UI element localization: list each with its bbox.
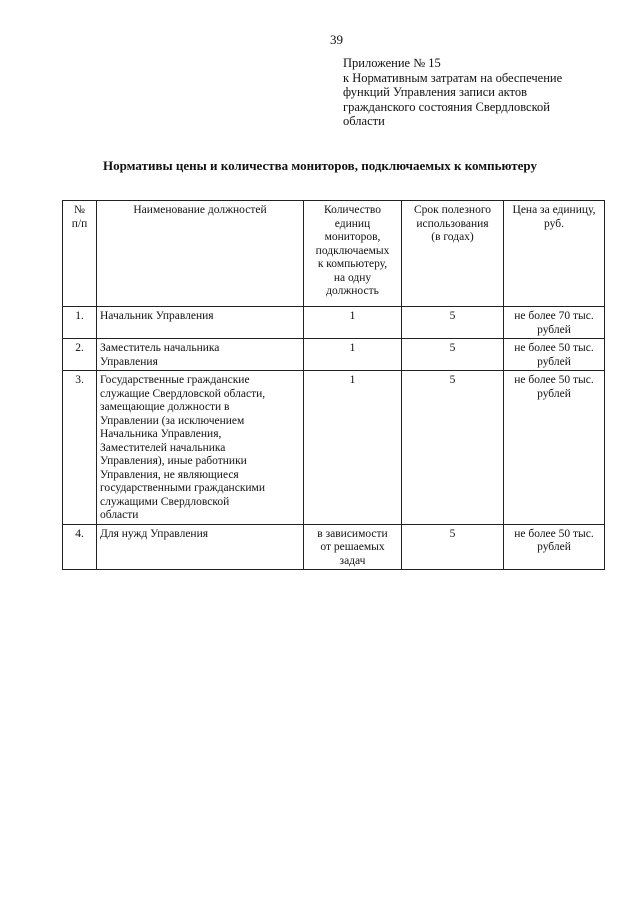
appendix-line: Приложение № 15 — [343, 56, 441, 70]
appendix-line: функций Управления записи актов — [343, 85, 527, 99]
document-title: Нормативы цены и количества мониторов, подключаемых к компьютеру — [103, 158, 537, 173]
row-position: Заместитель начальника Управления — [97, 339, 304, 371]
column-header-term: Срок полезного использования (в годах) — [402, 201, 504, 307]
norms-table — [62, 200, 605, 570]
appendix-line: области — [343, 114, 385, 128]
row-quantity: 1 — [304, 371, 402, 525]
row-term: 5 — [402, 307, 504, 339]
row-quantity: в зависимости от решаемых задач — [304, 524, 402, 570]
row-quantity: 1 — [304, 339, 402, 371]
table-header-row — [63, 201, 605, 307]
row-term: 5 — [402, 371, 504, 525]
row-position: Начальник Управления — [97, 307, 304, 339]
row-term: 5 — [402, 339, 504, 371]
appendix-header — [343, 56, 593, 129]
table-row — [63, 339, 605, 371]
row-quantity: 1 — [304, 307, 402, 339]
row-price: не более 50 тыс. рублей — [504, 339, 605, 371]
column-header-number: № п/п — [63, 201, 97, 307]
row-number: 2. — [63, 339, 97, 371]
column-header-quantity: Количество единиц мониторов, подключаемых к компьютеру, на одну должность — [304, 201, 402, 307]
row-price: не более 50 тыс. рублей — [504, 524, 605, 570]
row-number: 4. — [63, 524, 97, 570]
row-number: 3. — [63, 371, 97, 525]
column-header-position: Наименование должностей — [97, 201, 304, 307]
row-price: не более 50 тыс. рублей — [504, 371, 605, 525]
page-number: 39 — [330, 32, 343, 47]
table-row — [63, 524, 605, 570]
row-term: 5 — [402, 524, 504, 570]
row-price: не более 70 тыс. рублей — [504, 307, 605, 339]
table-row — [63, 307, 605, 339]
appendix-line: к Нормативным затратам на обеспечение — [343, 70, 563, 85]
appendix-line: гражданского состояния Свердловской — [343, 99, 550, 114]
row-number: 1. — [63, 307, 97, 339]
column-header-price: Цена за единицу, руб. — [504, 201, 605, 307]
row-position: Государственные гражданские служащие Свердловской области, замещающие должности в Управлении (за исключением Начальника Управления, Заместителей начальника Управления), иные работники Управления, не являющиеся государственными гражданскими служащими Свердловской области — [97, 371, 304, 525]
row-position: Для нужд Управления — [97, 524, 304, 570]
table-row — [63, 371, 605, 525]
